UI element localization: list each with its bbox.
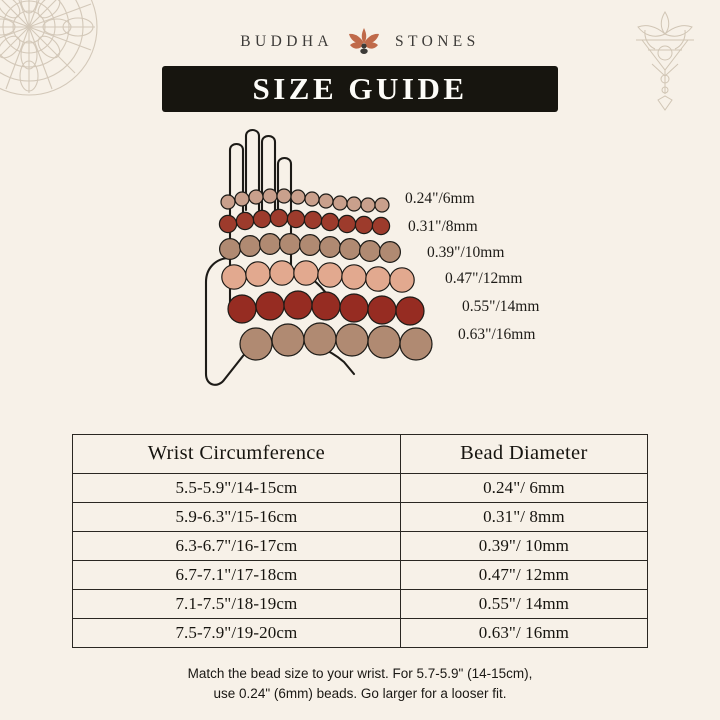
footer-note: [0, 664, 720, 704]
callout-8mm: 0.31"/8mm: [408, 218, 478, 235]
cell-wrist: 5.9-6.3"/15-16cm: [73, 503, 401, 532]
lotus-icon: [347, 26, 381, 58]
cell-bead: 0.55"/ 14mm: [400, 590, 647, 619]
hand-with-bracelets-illustration: [168, 118, 448, 418]
callout-10mm: 0.39"/10mm: [427, 244, 505, 261]
cell-bead: 0.47"/ 12mm: [400, 561, 647, 590]
bracelet-row-16mm: [240, 323, 432, 360]
cell-bead: 0.63"/ 16mm: [400, 619, 647, 648]
bracelet-row-8mm: [219, 209, 389, 234]
cell-wrist: 5.5-5.9"/14-15cm: [73, 474, 401, 503]
table-row: [73, 619, 648, 648]
page-title-banner: [162, 66, 558, 112]
cell-bead: 0.31"/ 8mm: [400, 503, 647, 532]
footer-note-line2: use 0.24" (6mm) beads. Go larger for a looser fit.: [213, 686, 507, 701]
cell-wrist: 7.5-7.9"/19-20cm: [73, 619, 401, 648]
brand-header: [0, 26, 720, 58]
cell-bead: 0.39"/ 10mm: [400, 532, 647, 561]
table-header-bead: Bead Diameter: [400, 435, 647, 474]
table-row: [73, 532, 648, 561]
table-row: [73, 474, 648, 503]
page-title: SIZE GUIDE: [252, 71, 468, 106]
callout-12mm: 0.47"/12mm: [445, 270, 523, 287]
callout-16mm: 0.63"/16mm: [458, 326, 536, 343]
cell-wrist: 7.1-7.5"/18-19cm: [73, 590, 401, 619]
callout-14mm: 0.55"/14mm: [462, 298, 540, 315]
bracelet-row-14mm: [228, 291, 424, 325]
table-row: [73, 590, 648, 619]
lotus-ornament-icon: [622, 6, 708, 118]
cell-wrist: 6.3-6.7"/16-17cm: [73, 532, 401, 561]
cell-bead: 0.24"/ 6mm: [400, 474, 647, 503]
cell-wrist: 6.7-7.1"/17-18cm: [73, 561, 401, 590]
table-row: [73, 561, 648, 590]
table-row: [73, 503, 648, 532]
brand-right-word: STONES: [395, 33, 480, 50]
bracelet-row-10mm: [220, 234, 401, 263]
table-header-wrist: Wrist Circumference: [73, 435, 401, 474]
footer-note-line1: Match the bead size to your wrist. For 5.7-5.9" (14-15cm),: [187, 666, 533, 681]
table-header-row: [73, 435, 648, 474]
callout-6mm: 0.24"/6mm: [405, 190, 475, 207]
brand-left-word: BUDDHA: [240, 33, 334, 50]
size-table: [72, 434, 648, 648]
bracelet-row-12mm: [222, 261, 414, 292]
